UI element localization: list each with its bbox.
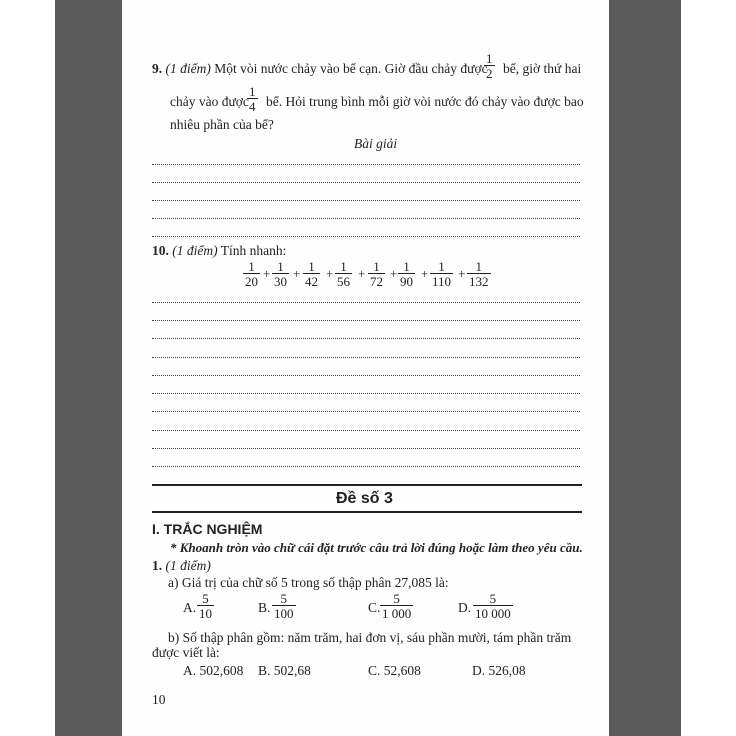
plus-sign: +	[358, 266, 366, 281]
page-number: 10	[152, 692, 166, 707]
qb-text-1: b) Số thập phân gồm: năm trăm, hai đơn vị, sáu phần mười, tám phần trăm	[168, 630, 572, 645]
q9-text-3: chảy vào được	[170, 94, 249, 109]
q10-fraction: $\frac{1}{132}$	[469, 259, 489, 289]
answer-line[interactable]	[152, 466, 580, 467]
q10-line	[152, 243, 286, 259]
plus-sign: +	[458, 266, 466, 281]
option-letter[interactable]: C.	[368, 600, 381, 615]
q9-text-5: nhiêu phần của bể?	[170, 117, 274, 132]
answer-line[interactable]	[152, 182, 580, 183]
answer-line[interactable]	[152, 357, 580, 358]
q10-fraction: $\frac{1}{90}$	[400, 259, 413, 289]
option-letter[interactable]: A.	[183, 600, 197, 615]
solution-label: Bài giải	[354, 136, 398, 151]
answer-line[interactable]	[152, 164, 580, 165]
plus-sign: +	[293, 266, 301, 281]
answer-line[interactable]	[152, 448, 580, 449]
q9-fraction-1: $\frac{1}{2}$	[486, 51, 493, 81]
option-b-a[interactable]: A. 502,608	[183, 663, 244, 678]
plus-sign: +	[421, 266, 429, 281]
document-page	[122, 0, 609, 736]
q9-text-1: Một vòi nước chảy vào bể cạn. Giờ đầu chảy được	[214, 61, 488, 76]
answer-line[interactable]	[152, 411, 580, 412]
q1-number: 1.	[152, 558, 163, 573]
qa-text: a) Giá trị của chữ số 5 trong số thập phân 27,085 là:	[168, 575, 449, 590]
section-heading: I. TRẮC NGHIỆM	[152, 521, 263, 537]
option-letter[interactable]: D.	[458, 600, 472, 615]
qb-text-2: được viết là:	[152, 645, 220, 660]
q10-fraction: $\frac{1}{30}$	[274, 259, 287, 289]
exam-title: Đề số 3	[336, 490, 393, 507]
option-letter[interactable]: B.	[258, 600, 271, 615]
q10-fraction: $\frac{1}{42}$	[305, 259, 318, 289]
q10-fraction: $\frac{1}{56}$	[337, 259, 350, 289]
answer-line[interactable]	[152, 200, 580, 201]
q10-points: (1 điểm)	[172, 243, 218, 258]
option-fraction[interactable]: $\frac{5}{10 000}$	[475, 591, 511, 621]
option-fraction[interactable]: $\frac{5}{1 000}$	[382, 591, 412, 621]
q1-line	[152, 558, 211, 574]
q9-points: (1 điểm)	[165, 61, 211, 76]
q9-line-1	[152, 61, 488, 77]
q10-fraction: $\frac{1}{20}$	[245, 259, 258, 289]
plus-sign: +	[263, 266, 271, 281]
q9-number: 9.	[152, 61, 163, 76]
answer-line[interactable]	[152, 338, 580, 339]
option-b-c[interactable]: C. 52,608	[368, 663, 421, 678]
plus-sign: +	[326, 266, 334, 281]
title-rule-top	[152, 484, 582, 486]
q10-fraction: $\frac{1}{110}$	[432, 259, 452, 289]
answer-line[interactable]	[152, 236, 580, 237]
option-fraction[interactable]: $\frac{5}{10}$	[199, 591, 212, 621]
q9-text-4: bể. Hỏi trung bình mỗi giờ vòi nước đó chảy vào được bao	[266, 94, 584, 109]
q1-points: (1 điểm)	[165, 558, 211, 573]
title-rule-bottom	[152, 511, 582, 513]
answer-line[interactable]	[152, 393, 580, 394]
answer-line[interactable]	[152, 430, 580, 431]
q10-text: Tính nhanh:	[220, 243, 287, 258]
q9-fraction-2: $\frac{1}{4}$	[249, 84, 256, 114]
instruction: * Khoanh tròn vào chữ cái đặt trước câu trả lời đúng hoặc làm theo yêu cầu.	[170, 540, 583, 555]
option-fraction[interactable]: $\frac{5}{100}$	[274, 591, 294, 621]
answer-line[interactable]	[152, 320, 580, 321]
option-b-d[interactable]: D. 526,08	[472, 663, 526, 678]
answer-line[interactable]	[152, 375, 580, 376]
answer-line[interactable]	[152, 302, 580, 303]
q10-number: 10.	[152, 243, 169, 258]
answer-line[interactable]	[152, 218, 580, 219]
q10-fraction: $\frac{1}{72}$	[370, 259, 383, 289]
plus-sign: +	[390, 266, 398, 281]
option-b-b[interactable]: B. 502,68	[258, 663, 311, 678]
q9-text-2: bể, giờ thứ hai	[503, 61, 582, 76]
